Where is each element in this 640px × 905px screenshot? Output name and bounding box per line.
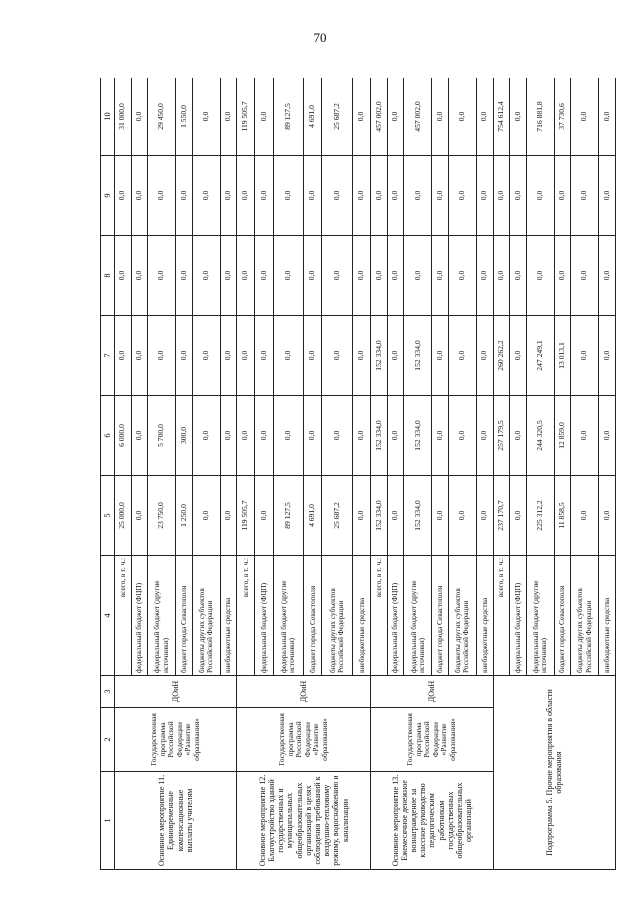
program-name: Государственная программа Российской Федерации «Развитие образования» [371, 708, 493, 772]
column-header: 7 [101, 316, 115, 396]
amount-cell: 0,0 [571, 316, 599, 396]
amount-cell: 0,0 [432, 78, 449, 156]
amount-cell: 300,0 [176, 396, 193, 476]
amount-cell: 0,0 [131, 396, 148, 476]
amount-cell: 0,0 [449, 78, 477, 156]
amount-cell: 0,0 [404, 236, 432, 316]
source-label: всего, в т. ч.: [237, 556, 255, 676]
amount-cell: 0,0 [237, 396, 255, 476]
amount-cell: 0,0 [526, 236, 554, 316]
amount-cell: 0,0 [387, 396, 404, 476]
amount-cell: 152 334,0 [404, 316, 432, 396]
amount-cell: 457 002,0 [404, 78, 432, 156]
amount-cell: 0,0 [273, 396, 304, 476]
amount-cell: 89 127,5 [273, 476, 304, 556]
column-header: 10 [101, 78, 115, 156]
amount-cell: 4 691,0 [304, 476, 322, 556]
amount-cell: 0,0 [432, 236, 449, 316]
program-name: Государственная программа Российской Федерации «Развитие образования» [237, 708, 371, 772]
amount-cell: 0,0 [273, 316, 304, 396]
source-label: федеральный бюджет (другие источники) [148, 556, 176, 676]
amount-cell: 260 262,2 [493, 316, 510, 396]
amount-cell: 0,0 [148, 236, 176, 316]
amount-cell: 6 000,0 [115, 396, 132, 476]
program-name: Государственная программа Российской Федерации «Развитие образования» [115, 708, 237, 772]
amount-cell: 0,0 [192, 476, 220, 556]
source-label: федеральный бюджет (ФЦП) [255, 556, 273, 676]
amount-cell: 23 750,0 [148, 476, 176, 556]
amount-cell: 0,0 [493, 236, 510, 316]
amount-cell: 152 334,0 [371, 396, 388, 476]
source-label: бюджет города Севастополя [432, 556, 449, 676]
amount-cell: 0,0 [432, 396, 449, 476]
amount-cell: 0,0 [510, 476, 527, 556]
measure-name: Основное мероприятие 13. Ежемесячное денежное вознаграждение за классное руководство педагогическим работникам государственных общеобразовательных организаций [371, 772, 493, 870]
page-number: 70 [313, 30, 327, 45]
amount-cell: 37 730,6 [554, 78, 571, 156]
column-header: 9 [101, 156, 115, 236]
amount-cell: 0,0 [115, 316, 132, 396]
amount-cell: 25 687,2 [322, 78, 353, 156]
amount-cell: 0,0 [148, 316, 176, 396]
amount-cell: 0,0 [599, 78, 616, 156]
table-row [237, 78, 255, 870]
amount-cell: 0,0 [176, 236, 193, 316]
amount-cell: 0,0 [353, 156, 371, 236]
amount-cell: 31 000,0 [115, 78, 132, 156]
amount-cell: 119 505,7 [237, 476, 255, 556]
amount-cell: 754 612,4 [493, 78, 510, 156]
amount-cell: 0,0 [510, 316, 527, 396]
header-row [101, 78, 115, 870]
amount-cell: 0,0 [387, 78, 404, 156]
executor-name: ДОиН [115, 676, 237, 708]
amount-cell: 0,0 [432, 316, 449, 396]
amount-cell: 0,0 [493, 156, 510, 236]
amount-cell: 0,0 [571, 476, 599, 556]
source-label: бюджеты других субъектов Российской Федерации [322, 556, 353, 676]
rotated-table-container [100, 78, 616, 870]
amount-cell: 0,0 [255, 78, 273, 156]
amount-cell: 152 334,0 [404, 396, 432, 476]
amount-cell: 152 334,0 [371, 316, 388, 396]
amount-cell: 25 000,0 [115, 476, 132, 556]
source-label: бюджет города Севастополя [554, 556, 571, 676]
amount-cell: 4 691,0 [304, 78, 322, 156]
source-label: бюджет города Севастополя [304, 556, 322, 676]
amount-cell: 457 002,0 [371, 78, 388, 156]
amount-cell: 152 334,0 [404, 476, 432, 556]
executor-name: ДОиН [371, 676, 493, 708]
source-label: федеральный бюджет (ФЦП) [387, 556, 404, 676]
amount-cell: 257 179,5 [493, 396, 510, 476]
amount-cell: 0,0 [192, 316, 220, 396]
amount-cell: 0,0 [510, 236, 527, 316]
amount-cell: 0,0 [371, 236, 388, 316]
amount-cell: 0,0 [322, 396, 353, 476]
amount-cell: 0,0 [476, 396, 493, 476]
column-header: 1 [101, 772, 115, 870]
amount-cell: 0,0 [432, 156, 449, 236]
amount-cell: 0,0 [220, 156, 237, 236]
amount-cell: 244 320,5 [526, 396, 554, 476]
source-label: федеральный бюджет (другие источники) [526, 556, 554, 676]
subprogram-title: Подпрограмма 5. Прочие мероприятия в области образования [493, 676, 615, 870]
amount-cell: 0,0 [322, 316, 353, 396]
amount-cell: 12 859,0 [554, 396, 571, 476]
amount-cell: 0,0 [237, 156, 255, 236]
executor-name: ДОиН [237, 676, 371, 708]
amount-cell: 0,0 [404, 156, 432, 236]
amount-cell: 0,0 [387, 236, 404, 316]
amount-cell: 0,0 [353, 78, 371, 156]
amount-cell: 152 334,0 [371, 476, 388, 556]
amount-cell: 119 505,7 [237, 78, 255, 156]
amount-cell: 0,0 [476, 236, 493, 316]
amount-cell: 0,0 [371, 156, 388, 236]
amount-cell: 0,0 [220, 236, 237, 316]
amount-cell: 0,0 [510, 156, 527, 236]
table-row [115, 78, 132, 870]
amount-cell: 0,0 [476, 78, 493, 156]
amount-cell: 0,0 [554, 236, 571, 316]
amount-cell: 0,0 [304, 396, 322, 476]
amount-cell: 1 550,0 [176, 78, 193, 156]
amount-cell: 0,0 [192, 236, 220, 316]
budget-table [100, 78, 616, 870]
amount-cell: 0,0 [237, 236, 255, 316]
amount-cell: 0,0 [476, 156, 493, 236]
table-row [493, 78, 510, 870]
amount-cell: 0,0 [526, 156, 554, 236]
amount-cell: 11 858,5 [554, 476, 571, 556]
amount-cell: 0,0 [115, 156, 132, 236]
source-label: федеральный бюджет (другие источники) [404, 556, 432, 676]
amount-cell: 0,0 [353, 236, 371, 316]
amount-cell: 0,0 [571, 78, 599, 156]
amount-cell: 237 170,7 [493, 476, 510, 556]
amount-cell: 0,0 [192, 396, 220, 476]
amount-cell: 0,0 [599, 396, 616, 476]
column-header: 4 [101, 556, 115, 676]
amount-cell: 0,0 [599, 476, 616, 556]
source-label: внебюджетные средства [353, 556, 371, 676]
column-header: 6 [101, 396, 115, 476]
amount-cell: 0,0 [131, 316, 148, 396]
source-label: внебюджетные средства [220, 556, 237, 676]
amount-cell: 0,0 [304, 316, 322, 396]
amount-cell: 0,0 [148, 156, 176, 236]
amount-cell: 0,0 [192, 78, 220, 156]
amount-cell: 0,0 [476, 476, 493, 556]
amount-cell: 0,0 [449, 236, 477, 316]
amount-cell: 0,0 [599, 156, 616, 236]
amount-cell: 0,0 [322, 236, 353, 316]
amount-cell: 0,0 [220, 316, 237, 396]
column-header: 8 [101, 236, 115, 316]
amount-cell: 0,0 [273, 236, 304, 316]
source-label: внебюджетные средства [476, 556, 493, 676]
amount-cell: 0,0 [571, 396, 599, 476]
amount-cell: 0,0 [255, 236, 273, 316]
amount-cell: 0,0 [449, 396, 477, 476]
source-label: бюджет города Севастополя [176, 556, 193, 676]
measure-name: Основное мероприятие 11. Единовременные компенсационные выплаты учителям [115, 772, 237, 870]
amount-cell: 0,0 [322, 156, 353, 236]
source-label: федеральный бюджет (другие источники) [273, 556, 304, 676]
amount-cell: 0,0 [131, 156, 148, 236]
amount-cell: 0,0 [255, 156, 273, 236]
source-label: федеральный бюджет (ФЦП) [131, 556, 148, 676]
amount-cell: 0,0 [449, 316, 477, 396]
source-label: бюджеты других субъектов Российской Федерации [449, 556, 477, 676]
amount-cell: 247 249,1 [526, 316, 554, 396]
amount-cell: 0,0 [220, 396, 237, 476]
column-header: 3 [101, 676, 115, 708]
amount-cell: 1 250,0 [176, 476, 193, 556]
amount-cell: 0,0 [449, 476, 477, 556]
amount-cell: 0,0 [353, 476, 371, 556]
source-label: бюджеты других субъектов Российской Федерации [192, 556, 220, 676]
amount-cell: 0,0 [176, 156, 193, 236]
amount-cell: 0,0 [220, 476, 237, 556]
amount-cell: 0,0 [176, 316, 193, 396]
amount-cell: 0,0 [571, 156, 599, 236]
column-header: 5 [101, 476, 115, 556]
amount-cell: 225 312,2 [526, 476, 554, 556]
amount-cell: 13 013,1 [554, 316, 571, 396]
amount-cell: 0,0 [192, 156, 220, 236]
amount-cell: 0,0 [432, 476, 449, 556]
amount-cell: 0,0 [304, 156, 322, 236]
amount-cell: 0,0 [131, 78, 148, 156]
amount-cell: 0,0 [554, 156, 571, 236]
rotated-table-frame [100, 78, 616, 870]
amount-cell: 0,0 [387, 156, 404, 236]
amount-cell: 0,0 [255, 476, 273, 556]
amount-cell: 0,0 [510, 78, 527, 156]
source-label: федеральный бюджет (ФЦП) [510, 556, 527, 676]
source-label: всего, в т. ч.: [371, 556, 388, 676]
amount-cell: 0,0 [353, 316, 371, 396]
amount-cell: 0,0 [255, 316, 273, 396]
amount-cell: 0,0 [387, 476, 404, 556]
amount-cell: 0,0 [273, 156, 304, 236]
amount-cell: 0,0 [131, 476, 148, 556]
amount-cell: 89 127,5 [273, 78, 304, 156]
amount-cell: 0,0 [599, 236, 616, 316]
amount-cell: 0,0 [255, 396, 273, 476]
amount-cell: 716 881,8 [526, 78, 554, 156]
amount-cell: 0,0 [115, 236, 132, 316]
amount-cell: 0,0 [449, 156, 477, 236]
table-row [371, 78, 388, 870]
amount-cell: 0,0 [599, 316, 616, 396]
source-label: всего, в т. ч.: [115, 556, 132, 676]
amount-cell: 0,0 [510, 396, 527, 476]
amount-cell: 0,0 [353, 396, 371, 476]
amount-cell: 0,0 [571, 236, 599, 316]
source-label: внебюджетные средства [599, 556, 616, 676]
measure-name: Основное мероприятие 12. Благоустройство зданий государственных и муниципальных общеобразовательных организаций в целях соблюдения требований к воздушно-тепловому режиму, водоснабжению и канализации [237, 772, 371, 870]
source-label: всего, в т. ч.: [493, 556, 510, 676]
amount-cell: 5 700,0 [148, 396, 176, 476]
source-label: бюджеты других субъектов Российской Федерации [571, 556, 599, 676]
amount-cell: 0,0 [304, 236, 322, 316]
amount-cell: 0,0 [387, 316, 404, 396]
amount-cell: 25 687,2 [322, 476, 353, 556]
amount-cell: 0,0 [476, 316, 493, 396]
amount-cell: 29 450,0 [148, 78, 176, 156]
amount-cell: 0,0 [131, 236, 148, 316]
amount-cell: 0,0 [220, 78, 237, 156]
column-header: 2 [101, 708, 115, 772]
amount-cell: 0,0 [237, 316, 255, 396]
